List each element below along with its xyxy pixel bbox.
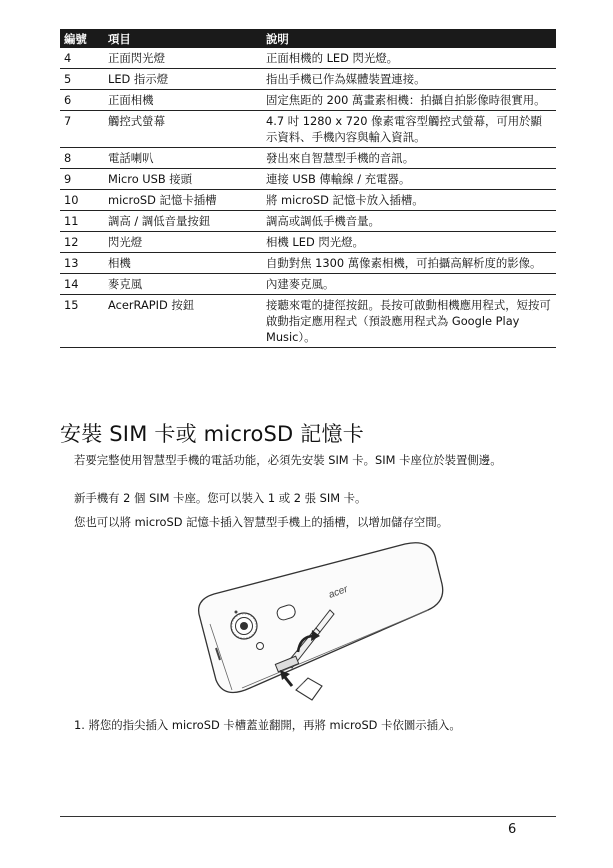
row-description: 將 microSD 記憶卡放入插槽。 [258, 190, 556, 211]
row-number: 15 [60, 295, 102, 348]
row-description: 4.7 吋 1280 x 720 像素電容型觸控式螢幕，可用於顯示資料、手機內容與輸入資訊。 [258, 111, 556, 148]
row-description: 正面相機的 LED 閃光燈。 [258, 48, 556, 69]
sim-intro-paragraph: 若要完整使用智慧型手機的電話功能，必須先安裝 SIM 卡。SIM 卡座位於裝置側邊。 [74, 453, 502, 467]
row-description: 接聽來電的捷徑按鈕。長按可啟動相機應用程式，短按可啟動指定應用程式（預設應用程式為 Google Play Music）。 [258, 295, 556, 348]
footer-divider [60, 816, 556, 817]
header-description: 說明 [258, 29, 556, 48]
component-table [60, 29, 556, 348]
row-description: 自動對焦 1300 萬像素相機，可拍攝高解析度的影像。 [258, 253, 556, 274]
row-item: AcerRAPID 按鈕 [102, 295, 258, 348]
row-item: LED 指示燈 [102, 69, 258, 90]
table-row [60, 274, 556, 295]
phone-illustration [180, 540, 450, 710]
row-item: 正面閃光燈 [102, 48, 258, 69]
row-item: 觸控式螢幕 [102, 111, 258, 148]
table-row [60, 190, 556, 211]
row-number: 5 [60, 69, 102, 90]
section-title: 安裝 SIM 卡或 microSD 記憶卡 [60, 422, 364, 446]
acer-logo: acer [327, 583, 350, 601]
row-number: 13 [60, 253, 102, 274]
table-row [60, 295, 556, 348]
table-row [60, 111, 556, 148]
row-description: 調高或調低手機音量。 [258, 211, 556, 232]
table-row [60, 48, 556, 69]
header-item: 項目 [102, 29, 258, 48]
table-row [60, 169, 556, 190]
row-number: 10 [60, 190, 102, 211]
row-item: 相機 [102, 253, 258, 274]
row-item: 正面相機 [102, 90, 258, 111]
row-number: 7 [60, 111, 102, 148]
row-number: 14 [60, 274, 102, 295]
row-number: 11 [60, 211, 102, 232]
header-number: 編號 [60, 29, 102, 48]
row-item: 麥克風 [102, 274, 258, 295]
table-row [60, 211, 556, 232]
row-description: 連接 USB 傳輸線 / 充電器。 [258, 169, 556, 190]
table-row [60, 90, 556, 111]
table-row [60, 232, 556, 253]
table-header-row [60, 29, 556, 48]
row-description: 發出來自智慧型手機的音訊。 [258, 148, 556, 169]
row-item: Micro USB 接頭 [102, 169, 258, 190]
row-item: microSD 記憶卡插槽 [102, 190, 258, 211]
row-item: 閃光燈 [102, 232, 258, 253]
row-number: 8 [60, 148, 102, 169]
row-number: 12 [60, 232, 102, 253]
flash-icon [257, 643, 264, 650]
row-description: 指出手機已作為媒體裝置連接。 [258, 69, 556, 90]
row-item: 電話喇叭 [102, 148, 258, 169]
row-description: 固定焦距的 200 萬畫素相機：拍攝自拍影像時很實用。 [258, 90, 556, 111]
sim-slots-paragraph: 新手機有 2 個 SIM 卡座。您可以裝入 1 或 2 張 SIM 卡。 [74, 491, 367, 505]
microsd-paragraph: 您也可以將 microSD 記憶卡插入智慧型手機上的插槽，以增加儲存空間。 [74, 515, 449, 529]
row-number: 6 [60, 90, 102, 111]
row-number: 9 [60, 169, 102, 190]
table-row [60, 69, 556, 90]
page-number: 6 [508, 822, 517, 837]
row-item: 調高 / 調低音量按鈕 [102, 211, 258, 232]
table-row [60, 253, 556, 274]
row-description: 相機 LED 閃光燈。 [258, 232, 556, 253]
row-description: 內建麥克風。 [258, 274, 556, 295]
row-number: 4 [60, 48, 102, 69]
table-row [60, 148, 556, 169]
step-1-instruction: 1. 將您的指尖插入 microSD 卡槽蓋並翻開，再將 microSD 卡依圖示插入。 [74, 718, 461, 732]
microsd-card-icon [296, 678, 322, 700]
phone-back-svg [180, 540, 450, 710]
